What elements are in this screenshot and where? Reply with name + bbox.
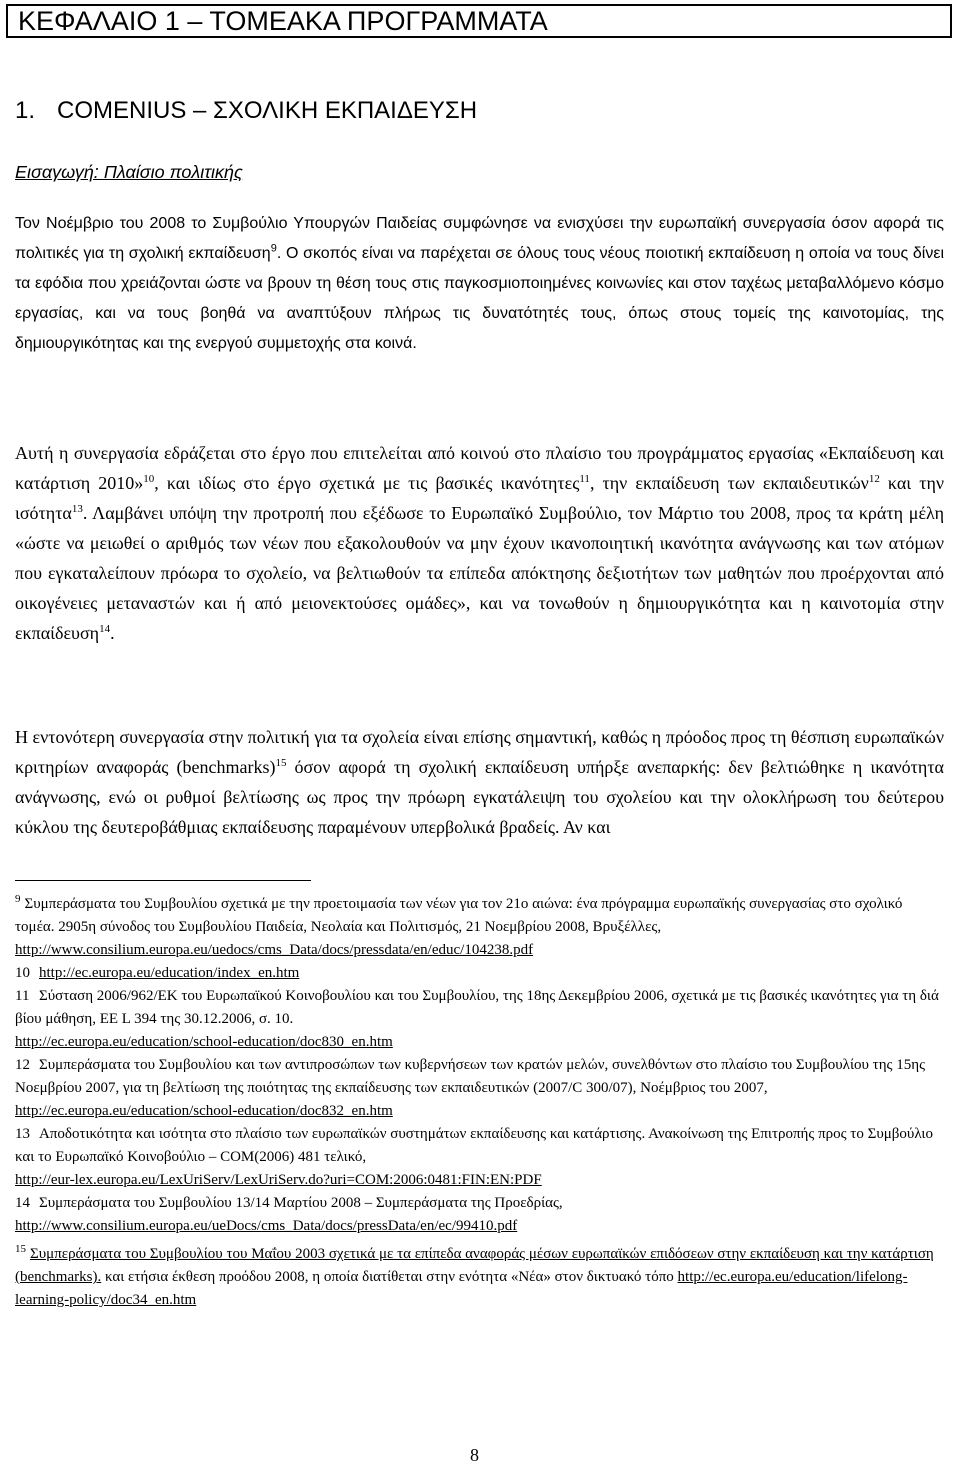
p3-text-a: Η εντονότερη συνεργασία στην πολιτική για τα σχολεία είναι επίσης σημαντική, καθώς η πρόοδος προς τη θέσπιση ευρωπαϊκών κριτηρίων αναφοράς (benchmarks) xyxy=(15,727,944,777)
footnote-ref-11[interactable]: 11 xyxy=(579,473,590,485)
p2-text-b: , και ιδίως στο έργο σχετικά με τις βασικές ικανότητες xyxy=(154,473,580,493)
page-number: 8 xyxy=(470,1445,479,1465)
chapter-title-box xyxy=(6,4,952,38)
footnote-underlined-text: Συμπεράσματα του Συμβουλίου του Μαΐου 2003 σχετικά με τα επίπεδα αναφοράς μέσων ευρωπαϊκών επιδόσεων στην εκπαίδευση και την κατάρτιση (benchmarks). xyxy=(15,1246,934,1285)
paragraph-2 xyxy=(15,438,944,648)
footnote-15 xyxy=(15,1238,940,1312)
footnote-number: 11 xyxy=(15,988,30,1004)
footnote-14 xyxy=(15,1192,940,1238)
footnote-text: και ετήσια έκθεση προόδου 2008, η οποία διατίθεται στην ενότητα «Νέα» στον δικτυακό τόπο xyxy=(101,1269,674,1285)
footnote-separator xyxy=(15,880,311,881)
p2-text-e: . Λαμβάνει υπόψη την προτροπή που εξέδωσε το Ευρωπαϊκό Συμβούλιο, τον Μάρτιο του 2008, προς τα κράτη μέλη «ώστε να μειωθεί ο αριθμός των νέων που εξακολουθούν να μην έχουν ικανοποιητική ικανότητα ανάγνωσης και των ατόμων που εγκαταλείπουν πρόωρα το σχολείο, να βελτιωθούν τα επίπεδα απόκτησης δεξιοτήτων των μαθητών που προέρχονται από οικογένειες μεταναστών και ή από μειονεκτούσες ομάδες», και να τονωθούν η δημιουργικότητα και η καινοτομία στην εκπαίδευση xyxy=(15,503,944,643)
footnote-number: 10 xyxy=(15,965,30,981)
footnote-13 xyxy=(15,1123,940,1192)
footnote-text: Συμπεράσματα του Συμβουλίου σχετικά με την προετοιμασία των νέων για τον 21ο αιώνα: ένα πρόγραμμα ευρωπαϊκής συνεργασίας στο σχολικό τομέα. 2905η σύνοδος του Συμβουλίου Παιδεία, Νεολαία και Πολιτισμός, 21 Νοεμβρίου 2008, Βρυξέλλες, xyxy=(15,896,903,935)
footnote-10 xyxy=(15,962,940,985)
footnote-ref-15[interactable]: 15 xyxy=(275,757,287,769)
p2-text-f: . xyxy=(110,623,115,643)
footnotes xyxy=(15,888,940,1312)
p2-text-c: , την εκπαίδευση των εκπαιδευτικών xyxy=(589,473,869,493)
p3-text-b: όσον αφορά τη σχολική εκπαίδευση υπήρξε ανεπαρκής: δεν βελτιώθηκε η ικανότητα ανάγνωσης, ενώ οι ρυθμοί βελτίωσης ως προς την πρόωρη εγκατάλειψη του σχολείου και την ολοκλήρωση του δεύτερου κύκλου της δευτεροβάθμιας εκπαίδευσης παραμένουν υπερβολικά βραδείς. Αν και xyxy=(15,757,944,837)
footnote-number: 13 xyxy=(15,1126,30,1142)
footnote-number: 14 xyxy=(15,1195,30,1211)
footnote-text: Σύσταση 2006/962/ΕΚ του Ευρωπαϊκού Κοινοβουλίου και του Συμβουλίου, της 18ης Δεκεμβρίου 2006, σχετικά με τις βασικές ικανότητες για τη διά βίου μάθηση, ΕΕ L 394 της 30.12.2006, σ. 10. xyxy=(15,988,939,1027)
p1-text-a: Τον Νοέμβριο του 2008 το Συμβούλιο Υπουργών Παιδείας συμφώνησε να ενισχύσει την ευρωπαϊκή συνεργασία όσον αφορά τις πολιτικές για τη σχολική εκπαίδευση xyxy=(15,215,944,262)
section-number: 1. xyxy=(15,97,36,124)
footnote-link[interactable]: http://ec.europa.eu/education/index_en.htm xyxy=(39,965,300,981)
footnote-link[interactable]: http://eur-lex.europa.eu/LexUriServ/LexUriServ.do?uri=COM:2006:0481:FIN:EN:PDF xyxy=(15,1172,542,1188)
footnote-ref-9[interactable]: 9 xyxy=(270,242,277,255)
footnote-link[interactable]: http://ec.europa.eu/education/school-education/doc832_en.htm xyxy=(15,1103,393,1119)
footnote-text: Αποδοτικότητα και ισότητα στο πλαίσιο των ευρωπαϊκών συστημάτων εκπαίδευσης και κατάρτισης. Ανακοίνωση της Επιτροπής προς το Συμβούλιο και το Ευρωπαϊκό Κοινοβούλιο – COM(2006) 481 τελικό, xyxy=(15,1126,933,1165)
footnote-link[interactable]: http://www.consilium.europa.eu/ueDocs/cms_Data/docs/pressData/en/ec/99410.pdf xyxy=(15,1218,518,1234)
footnote-number: 15 xyxy=(15,1243,26,1255)
footnote-ref-10[interactable]: 10 xyxy=(143,473,155,485)
footnote-ref-14[interactable]: 14 xyxy=(99,623,111,635)
footnote-12 xyxy=(15,1054,940,1123)
p2-text-a: Αυτή η συνεργασία εδράζεται στο έργο που επιτελείται από κοινού στο πλαίσιο του προγράμματος εργασίας «Εκπαίδευση και κατάρτιση 2010» xyxy=(15,443,944,493)
section-title-text: COMENIUS – ΣΧΟΛΙΚΗ ΕΚΠΑΙΔΕΥΣΗ xyxy=(57,97,478,124)
footnote-ref-13[interactable]: 13 xyxy=(71,503,83,515)
footnote-link[interactable]: http://ec.europa.eu/education/school-education/doc830_en.htm xyxy=(15,1034,393,1050)
p1-text-b: . Ο σκοπός είναι να παρέχεται σε όλους τους νέους ποιοτική εκπαίδευση η οποία να τους δίνει τα εφόδια που χρειάζονται ώστε να βρουν τη θέση τους στις παγκοσμιοποιημένες κοινωνίες και στον ταχέως μεταβαλλόμενο κόσμο εργασίας, και να τους βοηθά να αναπτύξουν πλήρως τις δυνατότητές τους, όπως στους τομείς της καινοτομίας, της δημιουργικότητας και της ενεργού συμμετοχής στα κοινά. xyxy=(15,245,944,352)
footnote-link[interactable]: http://www.consilium.europa.eu/uedocs/cms_Data/docs/pressdata/en/educ/104238.pdf xyxy=(15,942,534,958)
paragraph-3 xyxy=(15,722,944,842)
footnote-ref-12[interactable]: 12 xyxy=(868,473,880,485)
p2-text-d: και την ισότητα xyxy=(15,473,945,523)
chapter-title: ΚΕΦΑΛΑΙΟ 1 – ΤΟΜΕΑΚΑ ΠΡΟΓΡΑΜΜΑΤΑ xyxy=(18,6,548,36)
subtitle: Εισαγωγή: Πλαίσιο πολιτικής xyxy=(15,162,243,182)
paragraph-1 xyxy=(15,209,944,359)
footnote-number: 12 xyxy=(15,1057,30,1073)
footnote-text: Συμπεράσματα του Συμβουλίου 13/14 Μαρτίου 2008 – Συμπεράσματα της Προεδρίας, xyxy=(39,1195,563,1211)
footnote-11 xyxy=(15,985,940,1054)
footnote-text: Συμπεράσματα του Συμβουλίου και των αντιπροσώπων των κυβερνήσεων των κρατών μελών, συνελθόντων στο πλαίσιο του Συμβουλίου της 15ης Νοεμβρίου 2007, για τη βελτίωση της ποιότητας της εκπαίδευσης των εκπαιδευτικών (2007/C 300/07), Νοέμβριος του 2007, xyxy=(15,1057,926,1096)
section-title xyxy=(15,96,477,126)
footnote-link[interactable]: http://ec.europa.eu/education/lifelong-learning-policy/doc34_en.htm xyxy=(15,1269,908,1308)
footnote-number: 9 xyxy=(15,893,21,905)
footnote-9 xyxy=(15,888,940,962)
